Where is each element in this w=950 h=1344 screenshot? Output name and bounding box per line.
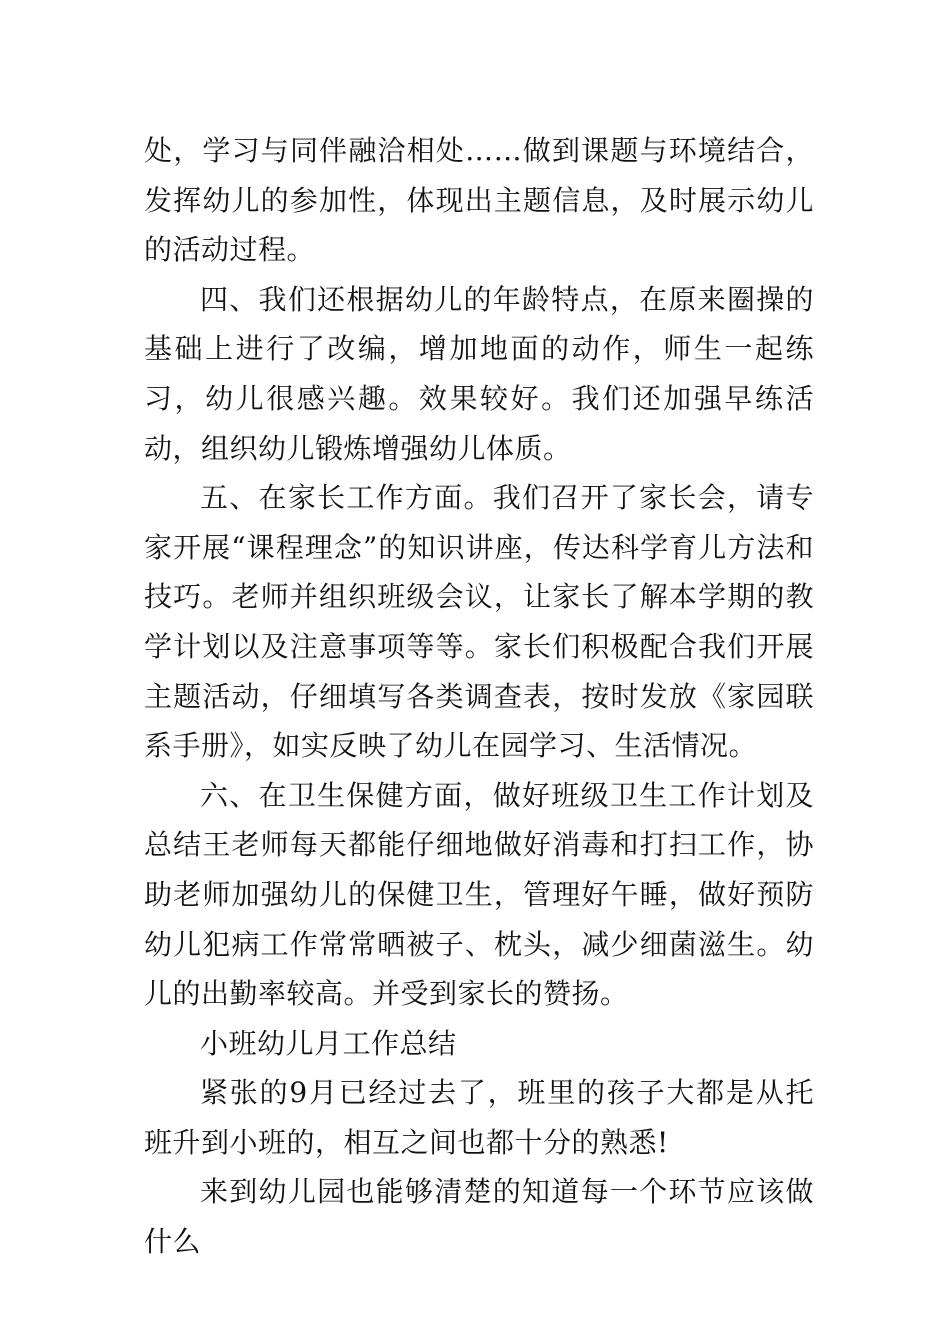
paragraph-last: 来到幼儿园也能够清楚的知道每一个环节应该做什么 [144,1175,814,1259]
paragraph-section-four: 四、我们还根据幼儿的年龄特点，在原来圈操的基础上进行了改编，增加地面的动作，师生一起练习，幼儿很感兴趣。效果较好。我们还加强早练活动，组织幼儿锻炼增强幼儿体质。 [144,282,814,465]
paragraph-section-five: 五、在家长工作方面。我们召开了家长会，请专家开展“课程理念”的知识讲座，传达科学育儿方法和技巧。老师并组织班级会议，让家长了解本学期的教学计划以及注意事项等等。家长们积极配合我们开展主题活动，仔细填写各类调查表，按时发放《家园联系手册》，如实反映了幼儿在园学习、生活情况。 [144,481,814,763]
section-heading: 小班幼儿月工作总结 [200,1026,457,1060]
paragraph-section-six: 六、在卫生保健方面，做好班级卫生工作计划及总结王老师每天都能仔细地做好消毒和打扫工作，协助老师加强幼儿的保健卫生，管理好午睡，做好预防幼儿犯病工作常常晒被子、枕头，减少细菌滋生。幼儿的出勤率较高。并受到家长的赞扬。 [144,778,814,1011]
paragraph-intro: 紧张的9月已经过去了，班里的孩子大都是从托班升到小班的，相互之间也都十分的熟悉! [144,1076,814,1159]
document-body [144,126,814,1267]
paragraph-continuation: 处，学习与同伴融洽相处……做到课题与环境结合，发挥幼儿的参加性，体现出主题信息，及时展示幼儿的活动过程。 [144,134,814,267]
